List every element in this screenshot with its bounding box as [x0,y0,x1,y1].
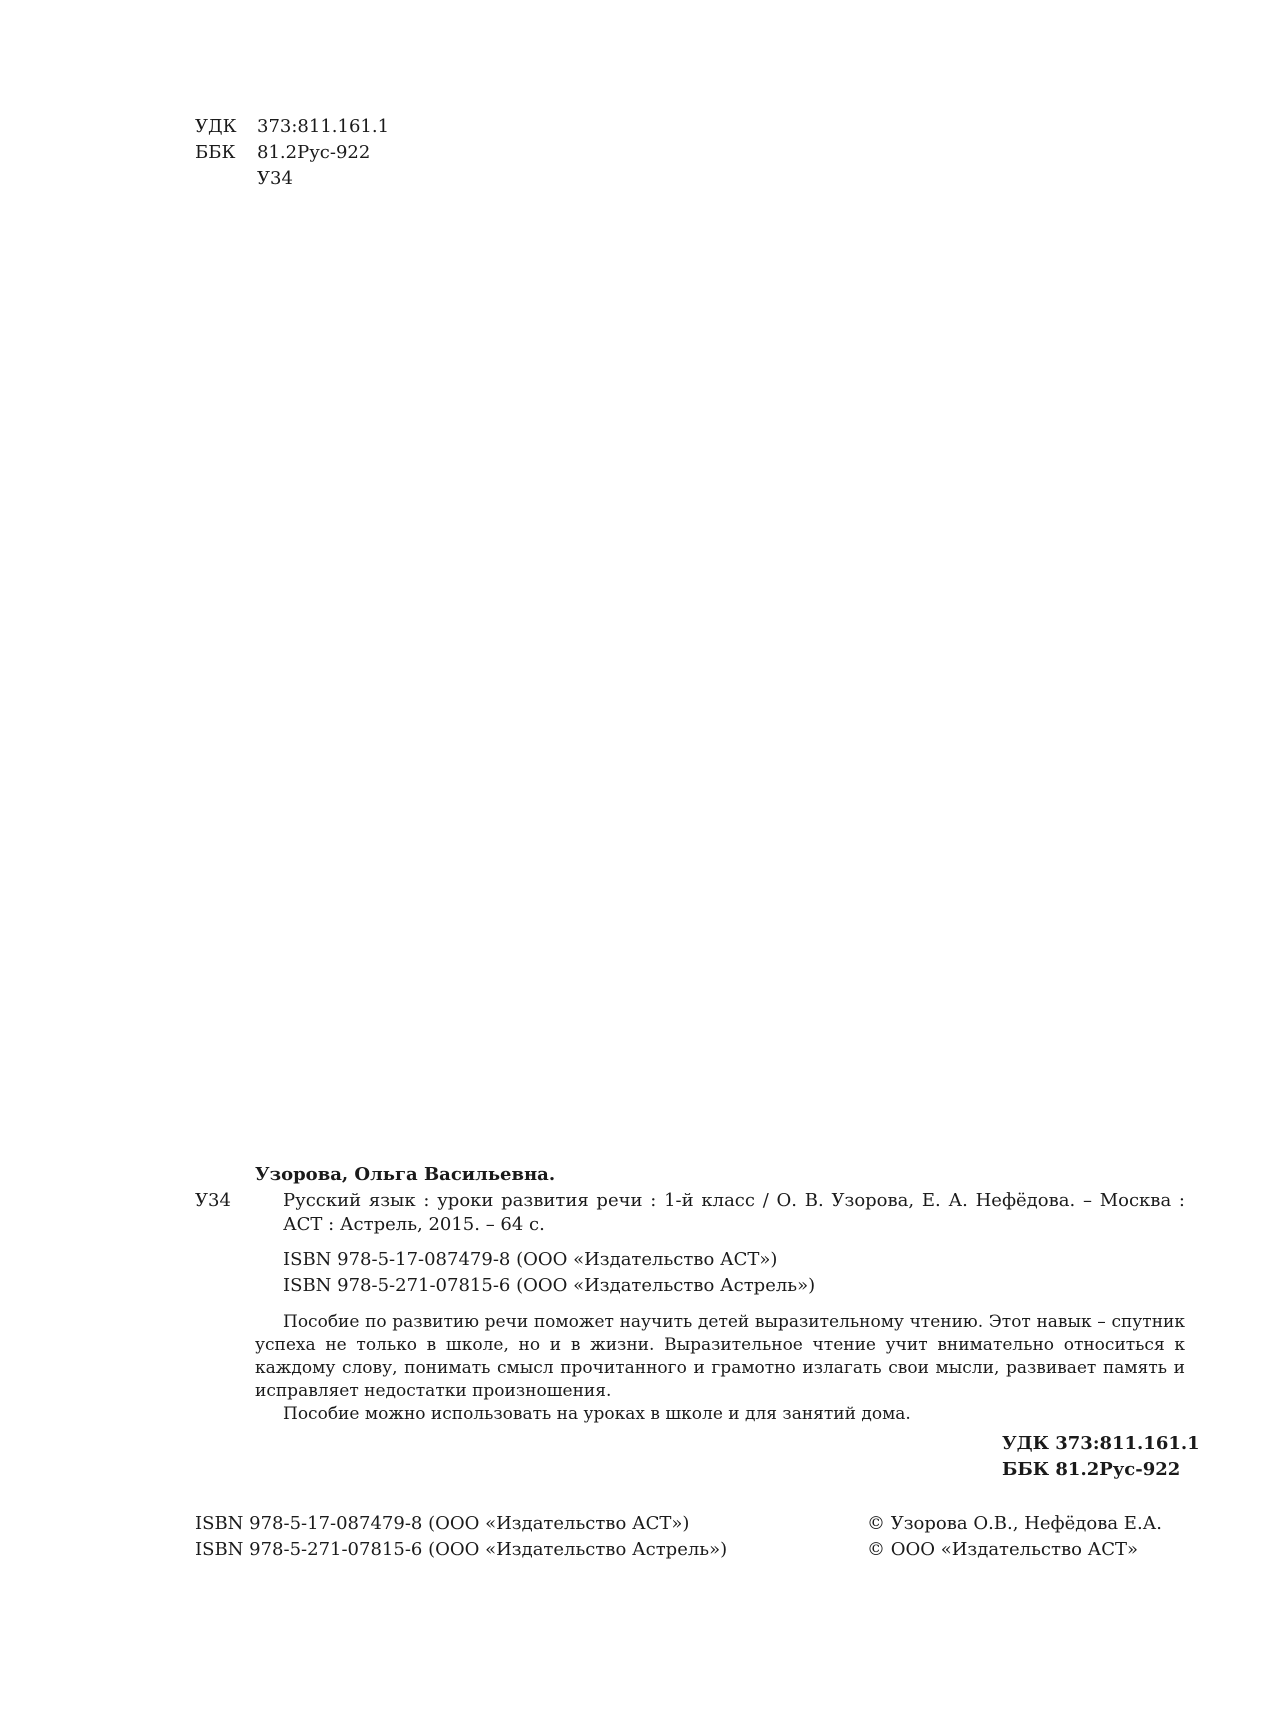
card-author-sign: У34 [195,1190,231,1211]
udk-label: УДК [195,116,237,137]
card-description: Русский язык : уроки развития речи : 1-й класс / О. В. Узорова, Е. А. Нефёдова. – Москва : АСТ : Астрель, 2015. – 64 с. [283,1190,1185,1235]
bbk-label: ББК [195,142,236,163]
bbk-value: 81.2Рус-922 [257,142,371,163]
card-annotation [255,1311,1185,1426]
author-sign-top: У34 [257,168,293,189]
card-author: Узорова, Ольга Васильевна. [255,1164,556,1185]
bbk-bold: ББК 81.2Рус-922 [1002,1459,1181,1480]
udk-bold: УДК 373:811.161.1 [1002,1433,1200,1454]
annotation-paragraph-1: Пособие по развитию речи поможет научить детей выразительному чтению. Этот навык – спутник успеха не только в школе, но и в жизни. Выразительное чтение учит внимательно относиться к каждому слову, понимать смысл прочитанного и грамотно излагать свои мысли, развивает память и исправляет недостатки произношения. [255,1312,1185,1401]
bbk-line [195,141,370,165]
card-isbn-2: ISBN 978-5-271-07815-6 (ООО «Издательство Астрель») [283,1275,816,1296]
card-isbn-1: ISBN 978-5-17-087479-8 (ООО «Издательство АСТ») [283,1249,778,1270]
imprint-isbn-2: ISBN 978-5-271-07815-6 (ООО «Издательство Астрель») [195,1539,728,1560]
udk-line [195,115,389,139]
annotation-paragraph-2: Пособие можно использовать на уроках в школе и для занятий дома. [283,1404,911,1424]
copyright-publisher: © ООО «Издательство АСТ» [867,1539,1139,1560]
copyright-authors: © Узорова О.В., Нефёдова Е.А. [867,1513,1163,1534]
udk-value: 373:811.161.1 [257,116,390,137]
imprint-isbn-1: ISBN 978-5-17-087479-8 (ООО «Издательство АСТ») [195,1513,690,1534]
